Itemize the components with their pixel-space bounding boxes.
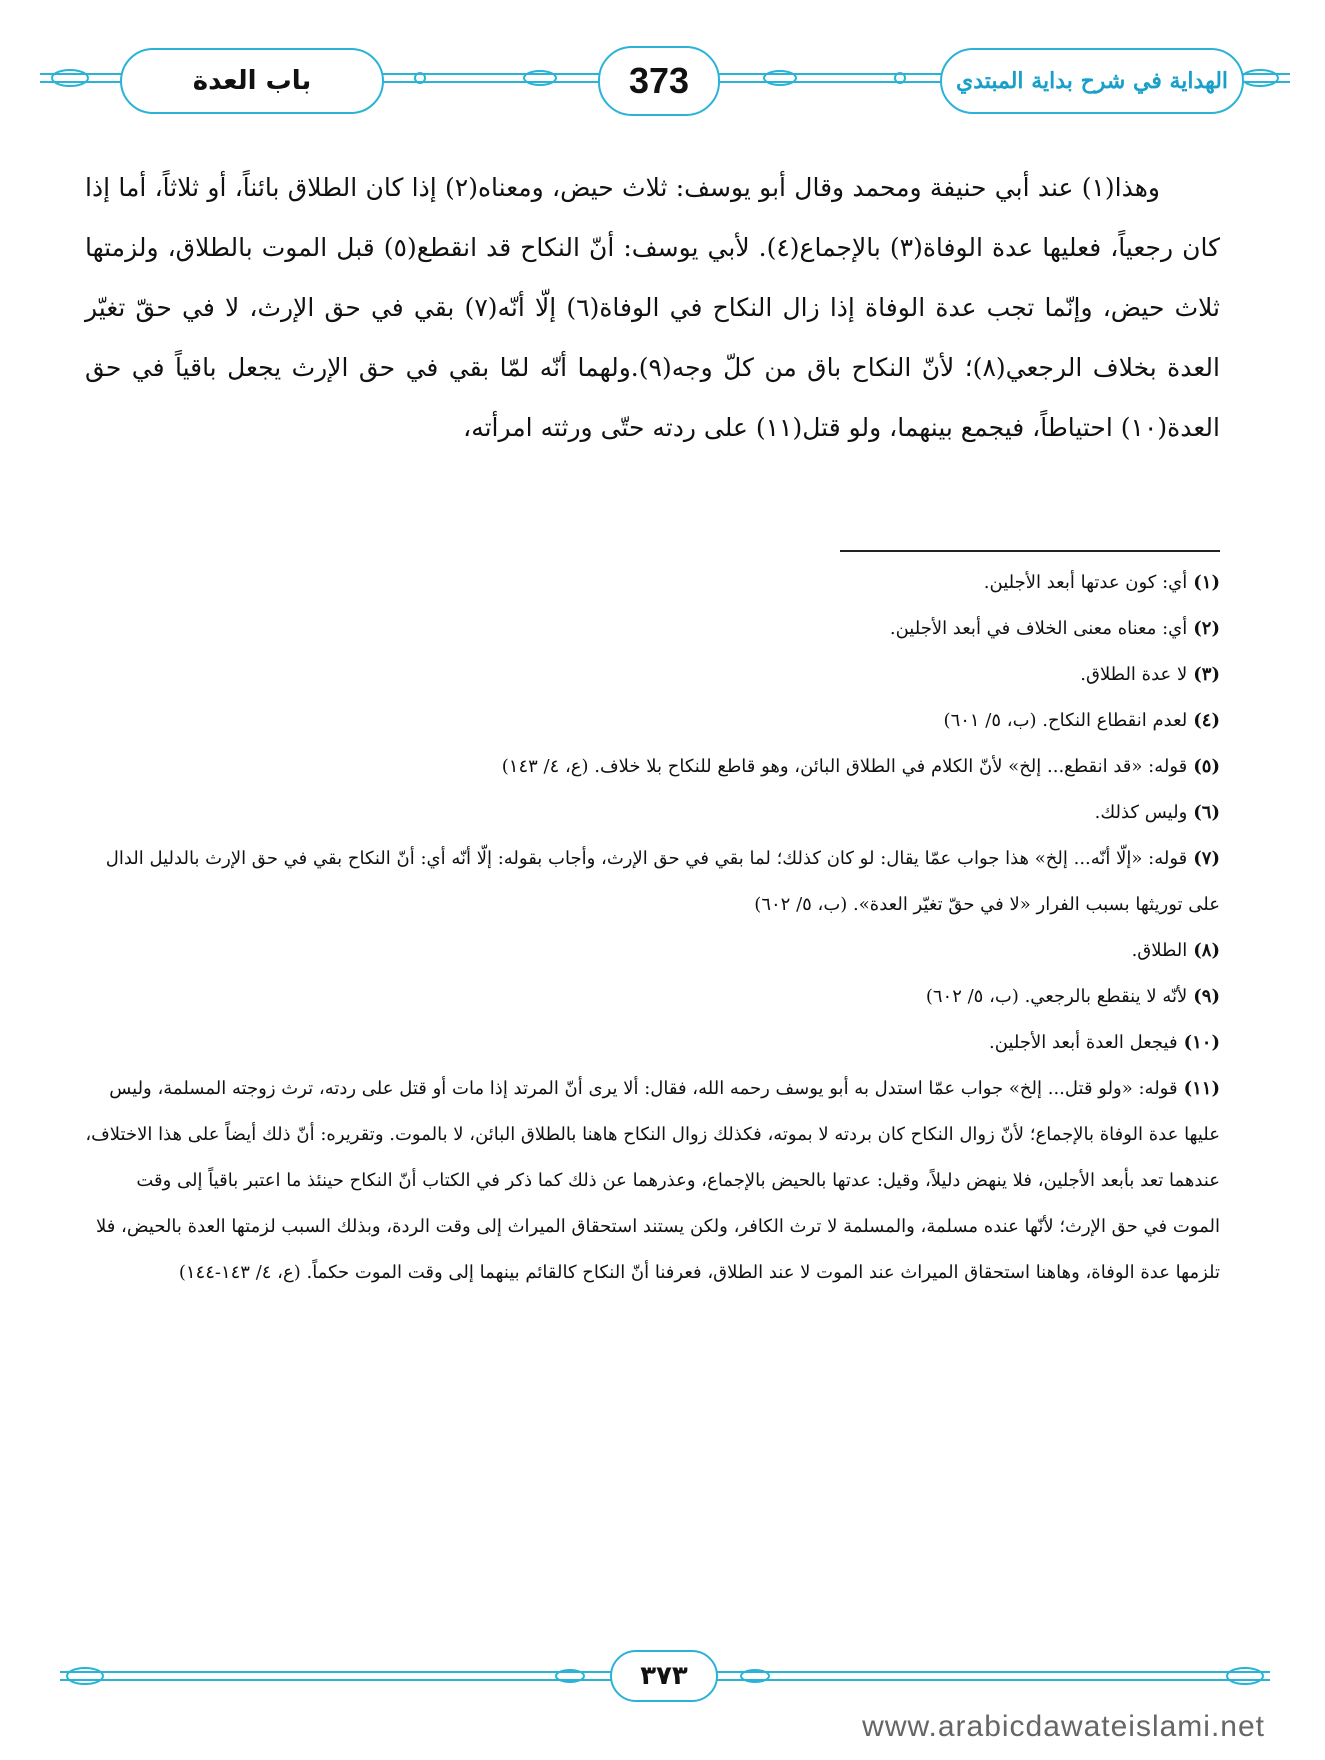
main-text [85,158,1220,458]
footnote-item [85,698,1220,744]
footnote-label: (٣) [1193,664,1220,685]
website-link[interactable]: www.arabicdawateislami.net [862,1710,1265,1743]
footnote-item [85,744,1220,790]
footnote-item [85,560,1220,606]
footnote-text: وليس كذلك. [1094,802,1188,823]
footnote-text: قوله: «إلّا أنّه... إلخ» هذا جواب عمّا يقال: لو كان كذلك؛ لما بقي في حق الإرث، وأجاب بقوله: إلّا أنّه أي: أنّ النكاح بقي في حق الإرث بالدليل الدال على توريثها بسبب الفرار «لا في حقّ تغيّر العدة». (ب، ٥/ ٦٠٢) [105,848,1220,915]
footnote-text: أي: كون عدتها أبعد الأجلين. [983,572,1188,593]
footnote-item [85,652,1220,698]
footnote-item [85,1020,1220,1066]
footnote-label: (٢) [1193,618,1220,639]
footnote-item [85,1066,1220,1296]
footnote-item [85,928,1220,974]
footnote-item [85,974,1220,1020]
footnote-item [85,790,1220,836]
footnote-text: قوله: «ولو قتل... إلخ» جواب عمّا استدل به أبو يوسف رحمه الله، فقال: ألا يرى أنّ المرتد إذا مات أو قتل على ردته، ترث زوجته المسلمة، وليس عليها عدة الوفاة بالإجماع؛ لأنّ زوال النكاح كان بردته لا بموته، فكذلك زوال النكاح هاهنا بالطلاق البائن، لا بالموت. وتقريره: أنّ ذلك أيضاً على هذا الاختلاف، عندهما تعد بأبعد الأجلين، فلا ينهض دليلاً، وقيل: عدتها بالحيض بالإجماع، وعذرهما عن ذلك كما ذكر في الكتاب أنّ النكاح حينئذ ما اعتبر باقياً إلى وقت الموت في حق الإرث؛ لأنّها عنده مسلمة، والمسلمة لا ترث الكافر، ولكن يستند استحقاق الميراث إلى وقت الردة، وبذلك السبب لزمتها العدة بالحيض، فلا تلزمها عدة الوفاة، وهاهنا استحقاق الميراث عند الموت لا عند الطلاق، فعرفنا أنّ النكاح كالقائم بينهما إلى وقت الموت حكماً. (ع، ٤/ ١٤٣-١٤٤) [85,1078,1220,1283]
footnote-text: لأنّه لا ينقطع بالرجعي. (ب، ٥/ ٦٠٢) [925,986,1188,1007]
footnote-label: (٤) [1193,710,1220,731]
footnote-label: (٥) [1193,756,1220,777]
page-header [0,0,1325,150]
footnote-item [85,836,1220,928]
footnote-text: فيجعل العدة أبعد الأجلين. [989,1032,1178,1053]
book-title-logo: الهداية في شرح بداية المبتدي [940,48,1244,114]
footer-page-number: ٣٧٣ [610,1650,718,1702]
footnote-text: الطلاق. [1131,940,1188,961]
footnote-label: (١) [1193,572,1220,593]
footnote-label: (٦) [1193,802,1220,823]
footnote-text: لعدم انقطاع النكاح. (ب، ٥/ ٦٠١) [943,710,1188,731]
footnote-text: أي: معناه معنى الخلاف في أبعد الأجلين. [889,618,1188,639]
footnote-item [85,606,1220,652]
footnote-label: (١٠) [1183,1032,1220,1053]
footnote-text: لا عدة الطلاق. [1080,664,1188,685]
page-number: 373 [598,46,720,116]
footnote-label: (٨) [1193,940,1220,961]
main-paragraph: وهذا(١) عند أبي حنيفة ومحمد وقال أبو يوسف: ثلاث حيض، ومعناه(٢) إذا كان الطلاق بائناً، أو ثلاثاً، أما إذا كان رجعياً، فعليها عدة الوفاة(٣) بالإجماع(٤). لأبي يوسف: أنّ النكاح قد انقطع(٥) قبل الموت بالطلاق، ولزمتها ثلاث حيض، وإنّما تجب عدة الوفاة إذا زال النكاح في الوفاة(٦) إلّا أنّه(٧) بقي في حق الإرث، لا في حقّ تغيّر العدة بخلاف الرجعي(٨)؛ لأنّ النكاح باق من كلّ وجه(٩).ولهما أنّه لمّا بقي في حق الإرث يجعل باقياً في حق العدة(١٠) احتياطاً، فيجمع بينهما، ولو قتل(١١) على ردته حتّى ورثته امرأته، [85,173,1221,442]
footnote-label: (٩) [1193,986,1220,1007]
page-footer [0,1650,1325,1760]
footnote-text: قوله: «قد انقطع... إلخ» لأنّ الكلام في الطلاق البائن، وهو قاطع للنكاح بلا خلاف. (ع، ٤/ ١٤٣) [501,756,1188,777]
footnote-label: (٧) [1193,848,1220,869]
footnote-divider [840,550,1220,552]
footnote-label: (١١) [1183,1078,1220,1099]
footnotes [85,560,1220,1296]
chapter-title: باب العدة [120,48,384,114]
